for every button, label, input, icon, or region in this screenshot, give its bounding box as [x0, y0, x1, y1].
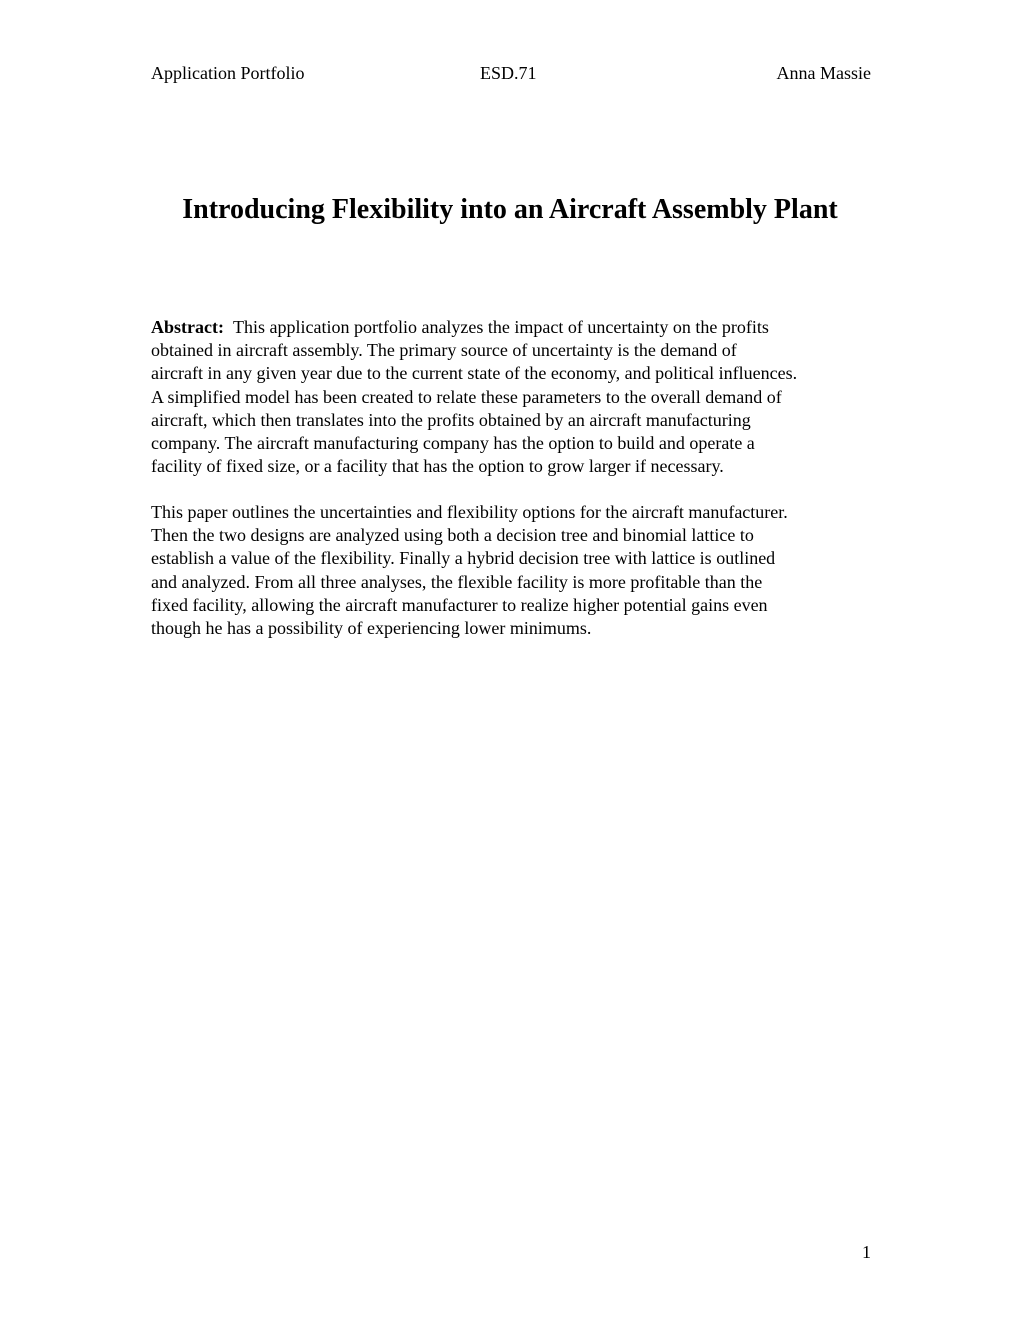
page-number: 1 [862, 1242, 871, 1262]
overview-line: establish a value of the flexibility. Finally a hybrid decision tree with lattice is outlined [151, 548, 776, 569]
overview-line: This paper outlines the uncertainties and flexibility options for the aircraft manufacturer. [151, 502, 788, 522]
abstract-paragraph [151, 316, 873, 478]
overview-paragraph [151, 501, 873, 640]
abstract-line: company. The aircraft manufacturing company has the option to build and operate a [151, 433, 755, 454]
abstract-label: Abstract: [151, 317, 224, 337]
header-course-number: ESD.71 [480, 63, 537, 83]
abstract-line-text: This application portfolio analyzes the impact of uncertainty on the profits [232, 317, 769, 337]
page-header [151, 61, 871, 85]
overview-line: Then the two designs are analyzed using both a decision tree and binomial lattice to [151, 525, 754, 546]
abstract-line: A simplified model has been created to relate these parameters to the overall demand of [151, 386, 782, 407]
overview-line: though he has a possibility of experiencing lower minimums. [151, 618, 592, 639]
abstract-line [151, 316, 873, 339]
abstract-line: facility of fixed size, or a facility that has the option to grow larger if necessary. [151, 456, 724, 477]
abstract-line: obtained in aircraft assembly. The primary source of uncertainty is the demand of [151, 340, 737, 361]
overview-line: fixed facility, allowing the aircraft manufacturer to realize higher potential gains even [151, 594, 768, 615]
header-author: Anna Massie [776, 63, 871, 83]
overview-line: and analyzed. From all three analyses, the flexible facility is more profitable than the [151, 571, 763, 592]
abstract-line: aircraft in any given year due to the current state of the economy, and political influences. [151, 363, 798, 384]
header-course-type: Application Portfolio [151, 63, 305, 83]
document-title: Introducing Flexibility into an Aircraft Assembly Plant [182, 194, 838, 225]
abstract-line: aircraft, which then translates into the profits obtained by an aircraft manufacturing [151, 409, 751, 430]
